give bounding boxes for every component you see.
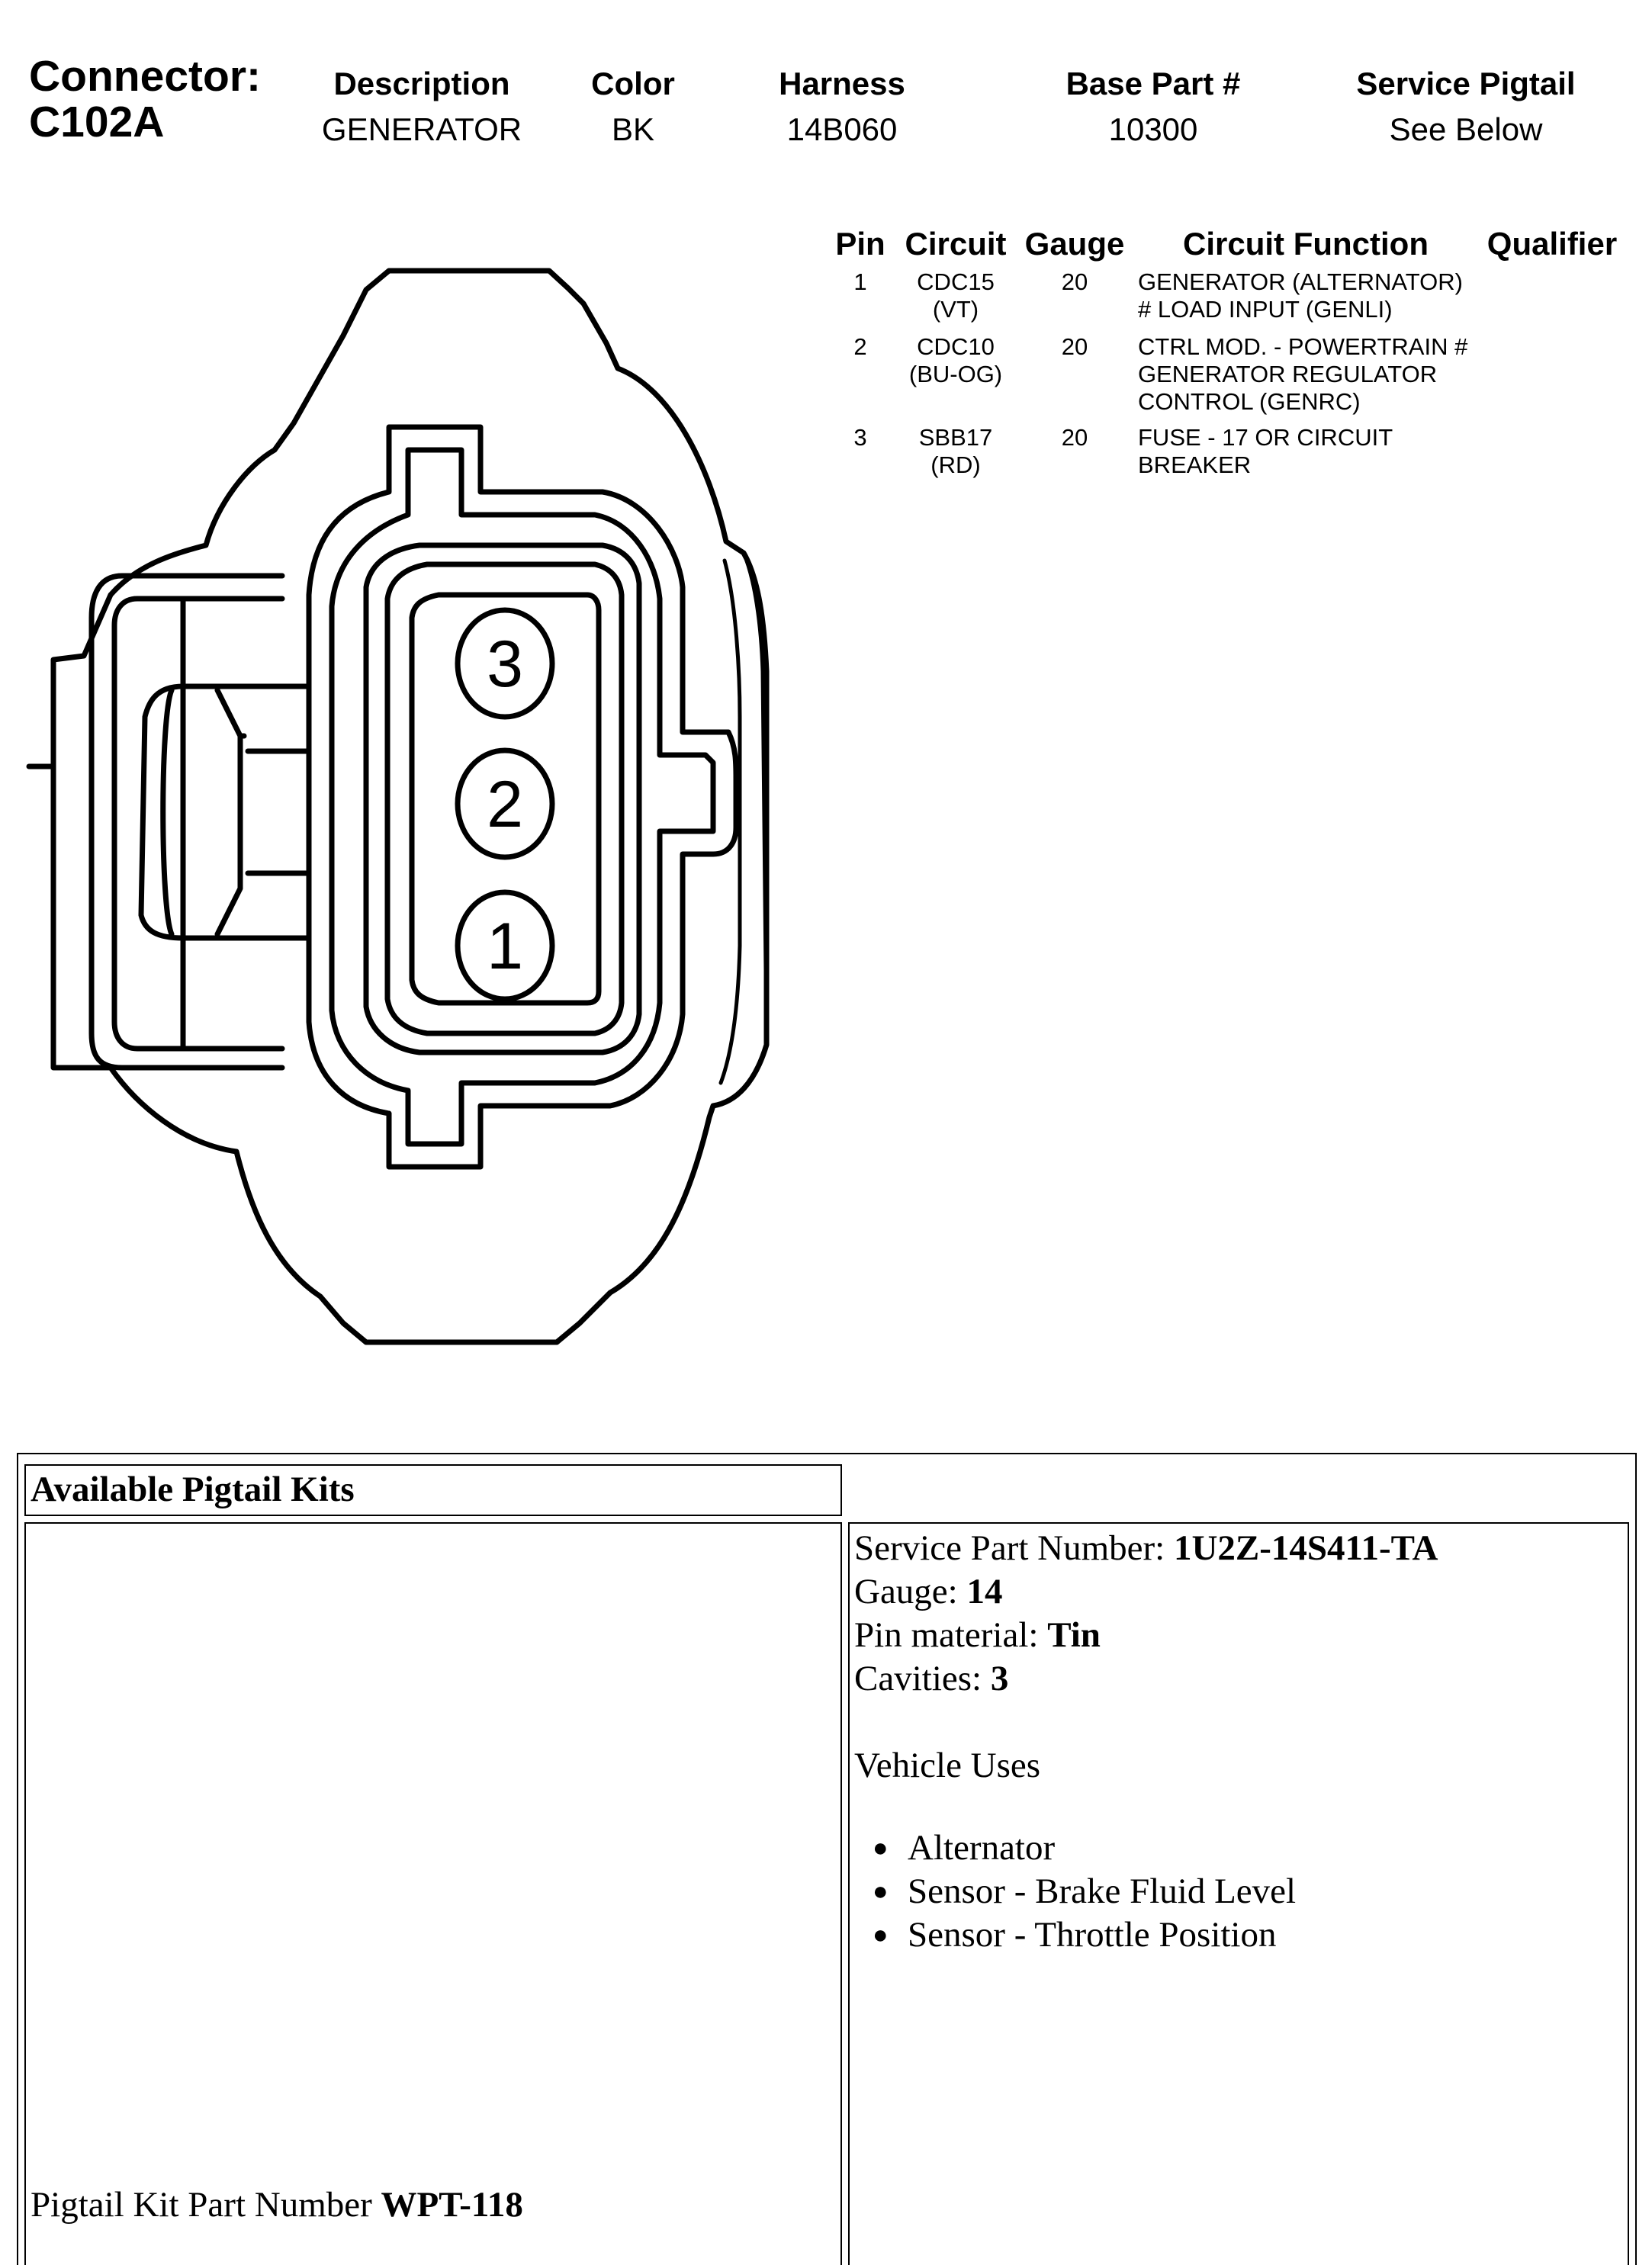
pin-function [1138, 333, 1467, 416]
color-header: Color [591, 66, 675, 101]
pin-function [1138, 424, 1393, 479]
circuit-code: CDC10 [917, 333, 995, 360]
left-flange-inner [114, 599, 282, 1049]
circuit-color: (RD) [930, 451, 981, 478]
pin-number: 3 [853, 424, 867, 451]
pigtail-kits-title: Available Pigtail Kits [31, 1470, 355, 1509]
pin-gauge: 20 [1061, 333, 1088, 360]
locking-tab-step [217, 690, 240, 934]
function-line: FUSE - 17 OR CIRCUIT [1138, 424, 1393, 451]
service-part-value: 1U2Z-14S411-TA [1173, 1528, 1438, 1568]
service-part-label: Service Part Number: [854, 1528, 1174, 1568]
cavity-2-label: 2 [487, 768, 523, 841]
color-value: BK [611, 111, 655, 147]
pin-function [1138, 268, 1463, 323]
bullet-icon: ● [873, 1878, 889, 1906]
cavity-2 [458, 750, 552, 857]
function-line: BREAKER [1138, 451, 1252, 478]
bullet-icon: ● [873, 1921, 889, 1949]
harness-header: Harness [779, 66, 905, 101]
gauge-value: 14 [966, 1572, 1003, 1611]
connector-face-diagram [23, 259, 808, 1365]
connector-id: C102A [29, 98, 165, 146]
vehicle-use: Sensor - Throttle Position [908, 1915, 1277, 1955]
connector-heading [29, 53, 261, 145]
service-pigtail-value: See Below [1389, 111, 1543, 147]
list-item [873, 1913, 1296, 1957]
pin-number: 1 [853, 268, 867, 295]
vehicle-use: Alternator [908, 1828, 1056, 1868]
harness-value: 14B060 [786, 111, 898, 147]
left-flange-outer [92, 576, 282, 1068]
function-line: # LOAD INPUT (GENLI) [1138, 296, 1393, 323]
vehicle-uses-label: Vehicle Uses [854, 1746, 1041, 1785]
circuit-color: (VT) [932, 296, 979, 323]
gauge-column-header: Gauge [1024, 226, 1125, 262]
pin-gauge: 20 [1061, 424, 1088, 451]
list-item [873, 1870, 1297, 1913]
bullet-icon: ● [873, 1834, 889, 1862]
pin-gauge: 20 [1061, 268, 1088, 295]
vehicle-uses-list [873, 1826, 1297, 1957]
base-part-value: 10300 [1108, 111, 1198, 147]
gauge-line [854, 1571, 1002, 1612]
pin-number: 2 [853, 333, 867, 360]
kit-number-label: Pigtail Kit Part Number [31, 2185, 381, 2225]
pin-material-line [854, 1614, 1101, 1656]
function-line: GENERATOR REGULATOR [1138, 361, 1438, 387]
circuit-color: (BU-OG) [908, 361, 1003, 387]
cavities-label: Cavities: [854, 1659, 991, 1698]
pin-material-label: Pin material: [854, 1615, 1048, 1655]
locking-tab-ramp [163, 690, 172, 934]
cavities-value: 3 [990, 1659, 1009, 1698]
vehicle-use: Sensor - Brake Fluid Level [908, 1871, 1297, 1911]
cavity-1-label: 1 [487, 910, 523, 983]
kit-number-value: WPT-118 [381, 2185, 523, 2225]
cavity-3-label: 3 [487, 628, 523, 701]
gauge-label: Gauge: [854, 1572, 967, 1611]
base-part-header: Base Part # [1065, 66, 1241, 101]
pigtail-kit-number-line [31, 2184, 523, 2225]
connector-label: Connector: [29, 52, 261, 101]
pin-circuit [909, 333, 1002, 388]
pin-material-value: Tin [1047, 1615, 1101, 1655]
function-column-header: Circuit Function [1183, 226, 1429, 262]
pin-circuit [919, 424, 993, 479]
pin-column-header: Pin [835, 226, 885, 262]
function-line: GENERATOR (ALTERNATOR) [1138, 268, 1464, 295]
qualifier-column-header: Qualifier [1486, 226, 1618, 262]
circuit-code: CDC15 [917, 268, 995, 295]
cavities-line [854, 1658, 1008, 1699]
list-item [873, 1826, 1296, 1870]
description-header: Description [333, 66, 510, 101]
circuit-code: SBB17 [918, 424, 993, 451]
cavity-1 [458, 892, 552, 999]
cavity-3 [458, 610, 552, 717]
service-pigtail-header: Service Pigtail [1356, 66, 1576, 101]
pigtail-image-cell [24, 1522, 842, 2265]
function-line: CONTROL (GENRC) [1138, 388, 1361, 415]
circuit-column-header: Circuit [905, 226, 1007, 262]
description-value: GENERATOR [321, 111, 522, 147]
service-part-line [854, 1528, 1438, 1569]
function-line: CTRL MOD. - POWERTRAIN # [1138, 333, 1468, 360]
pin-circuit [917, 268, 995, 323]
